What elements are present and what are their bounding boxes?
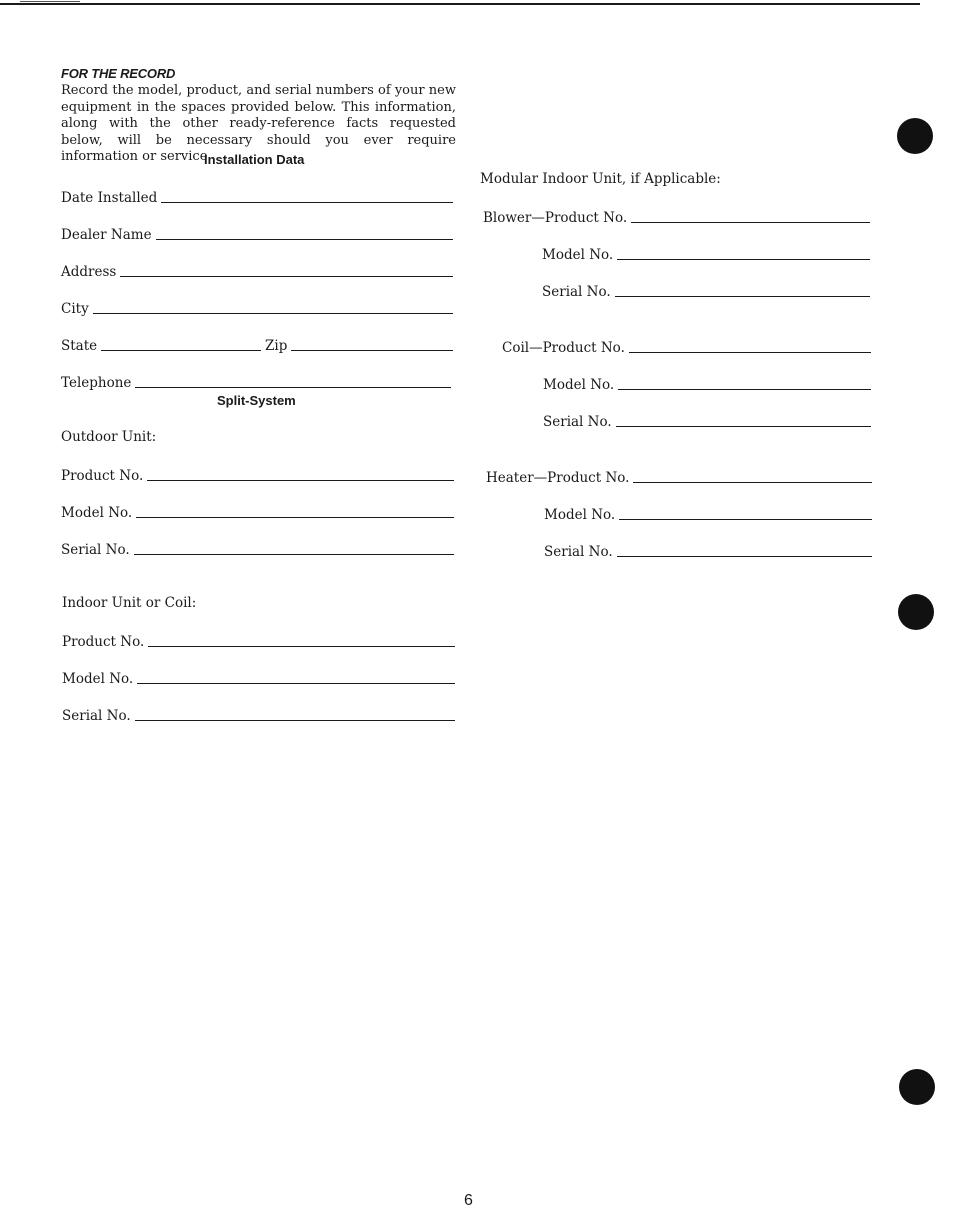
indoor-unit-label: Indoor Unit or Coil: (62, 595, 197, 611)
outdoor-unit-label: Outdoor Unit: (61, 429, 157, 445)
coil-product-field[interactable] (502, 336, 871, 356)
telephone-field[interactable] (61, 371, 451, 391)
indoor-product-line[interactable] (148, 645, 455, 647)
state-field[interactable] (61, 334, 261, 354)
blower-product-field[interactable] (483, 206, 870, 226)
binder-hole-top (897, 118, 933, 154)
city-field[interactable] (61, 297, 453, 317)
top-rule (0, 3, 920, 5)
blower-product-label: Blower—Product No. (483, 210, 628, 226)
coil-model-line[interactable] (618, 388, 871, 390)
zip-line[interactable] (291, 349, 453, 351)
zip-label: Zip (265, 338, 288, 354)
blower-model-label: Model No. (542, 247, 614, 263)
binder-hole-bottom (899, 1069, 935, 1105)
blower-model-line[interactable] (617, 258, 870, 260)
indoor-serial-field[interactable] (62, 704, 455, 724)
coil-serial-line[interactable] (616, 425, 871, 427)
indoor-serial-line[interactable] (135, 719, 455, 721)
installation-data-title: Installation Data (204, 152, 305, 167)
telephone-line[interactable] (135, 386, 451, 388)
split-system-title: Split-System (217, 393, 296, 408)
indoor-product-label: Product No. (62, 634, 145, 650)
coil-product-line[interactable] (629, 351, 871, 353)
indoor-model-line[interactable] (137, 682, 455, 684)
outdoor-product-label: Product No. (61, 468, 144, 484)
dealer-name-label: Dealer Name (61, 227, 152, 243)
address-label: Address (61, 264, 117, 280)
top-rule-thin (20, 1, 80, 2)
indoor-serial-label: Serial No. (62, 708, 131, 724)
heater-model-field[interactable] (544, 503, 872, 523)
modular-title: Modular Indoor Unit, if Applicable: (480, 171, 721, 187)
heater-serial-label: Serial No. (544, 544, 613, 560)
state-label: State (61, 338, 98, 354)
heater-model-label: Model No. (544, 507, 616, 523)
zip-field[interactable] (265, 334, 453, 354)
date-installed-field[interactable] (61, 186, 453, 206)
city-line[interactable] (93, 312, 453, 314)
section-heading: FOR THE RECORD (61, 66, 176, 81)
coil-serial-field[interactable] (543, 410, 871, 430)
outdoor-serial-label: Serial No. (61, 542, 130, 558)
blower-serial-line[interactable] (615, 295, 870, 297)
binder-hole-middle (898, 594, 934, 630)
outdoor-model-line[interactable] (136, 516, 454, 518)
outdoor-serial-line[interactable] (134, 553, 454, 555)
coil-model-label: Model No. (543, 377, 615, 393)
city-label: City (61, 301, 89, 317)
dealer-name-field[interactable] (61, 223, 453, 243)
intro-paragraph: Record the model, product, and serial numbers of your new equipment in the spaces provided below. This information, along with the other ready-reference facts requested below, will be necessary should you ever require information or service. (61, 83, 456, 164)
page-number: 6 (464, 1192, 473, 1209)
indoor-model-field[interactable] (62, 667, 455, 687)
coil-product-label: Coil—Product No. (502, 340, 625, 356)
blower-serial-label: Serial No. (542, 284, 611, 300)
indoor-product-field[interactable] (62, 630, 455, 650)
telephone-label: Telephone (61, 375, 132, 391)
address-line[interactable] (120, 275, 453, 277)
state-line[interactable] (101, 349, 261, 351)
heater-product-label: Heater—Product No. (486, 470, 630, 486)
dealer-name-line[interactable] (156, 238, 453, 240)
coil-model-field[interactable] (543, 373, 871, 393)
coil-serial-label: Serial No. (543, 414, 612, 430)
heater-serial-line[interactable] (617, 555, 872, 557)
date-installed-label: Date Installed (61, 190, 158, 206)
indoor-model-label: Model No. (62, 671, 134, 687)
address-field[interactable] (61, 260, 453, 280)
blower-serial-field[interactable] (542, 280, 870, 300)
heater-serial-field[interactable] (544, 540, 872, 560)
blower-model-field[interactable] (542, 243, 870, 263)
blower-product-line[interactable] (631, 221, 870, 223)
outdoor-model-label: Model No. (61, 505, 133, 521)
outdoor-product-field[interactable] (61, 464, 454, 484)
outdoor-product-line[interactable] (147, 479, 454, 481)
heater-product-field[interactable] (486, 466, 872, 486)
outdoor-model-field[interactable] (61, 501, 454, 521)
date-installed-line[interactable] (161, 201, 453, 203)
heater-model-line[interactable] (619, 518, 872, 520)
heater-product-line[interactable] (633, 481, 872, 483)
outdoor-serial-field[interactable] (61, 538, 454, 558)
